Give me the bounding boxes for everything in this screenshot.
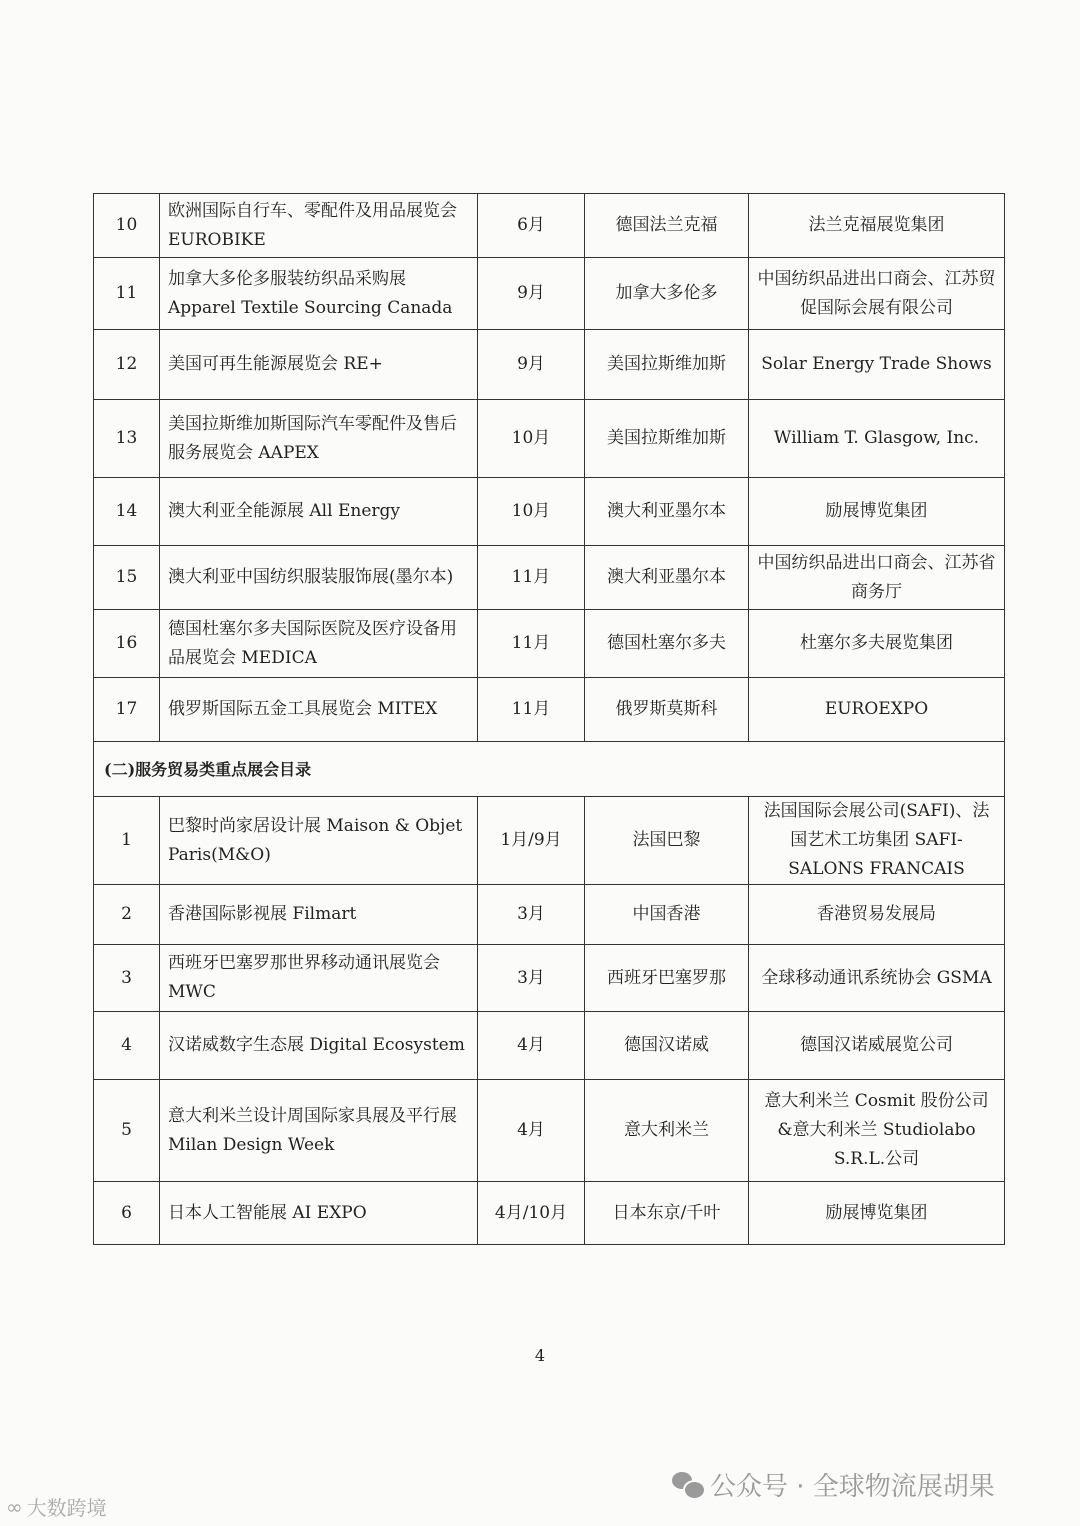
watermark-text: 公众号 · 全球物流展胡果 <box>710 1472 995 1502</box>
exhibition-month: 3月 <box>478 945 585 1012</box>
corner-watermark <box>6 1492 107 1521</box>
exhibition-organizer: 励展博览集团 <box>749 1182 1005 1245</box>
table-row <box>94 478 1005 546</box>
row-number: 4 <box>94 1012 160 1080</box>
exhibition-name: 澳大利亚中国纺织服装服饰展(墨尔本) <box>160 546 478 610</box>
exhibition-organizer: 全球移动通讯系统协会 GSMA <box>749 945 1005 1012</box>
logo-icon: ∞ <box>6 1494 23 1519</box>
row-number: 3 <box>94 945 160 1012</box>
exhibition-organizer: 法国国际会展公司(SAFI)、法国艺术工坊集团 SAFI-SALONS FRANCAIS <box>749 797 1005 885</box>
row-number: 13 <box>94 400 160 478</box>
exhibition-name: 香港国际影视展 Filmart <box>160 885 478 945</box>
exhibition-organizer: Solar Energy Trade Shows <box>749 330 1005 400</box>
row-number: 6 <box>94 1182 160 1245</box>
exhibition-month: 4月 <box>478 1012 585 1080</box>
row-number: 5 <box>94 1080 160 1182</box>
exhibition-organizer: 励展博览集团 <box>749 478 1005 546</box>
row-number: 1 <box>94 797 160 885</box>
table-row <box>94 258 1005 330</box>
exhibition-organizer: William T. Glasgow, Inc. <box>749 400 1005 478</box>
exhibition-organizer: 杜塞尔多夫展览集团 <box>749 610 1005 678</box>
exhibition-location: 德国杜塞尔多夫 <box>585 610 749 678</box>
exhibition-name: 汉诺威数字生态展 Digital Ecosystem <box>160 1012 478 1080</box>
exhibition-month: 10月 <box>478 478 585 546</box>
row-number: 12 <box>94 330 160 400</box>
row-number: 2 <box>94 885 160 945</box>
exhibition-name: 澳大利亚全能源展 All Energy <box>160 478 478 546</box>
row-number: 14 <box>94 478 160 546</box>
table-row <box>94 885 1005 945</box>
exhibition-name: 加拿大多伦多服装纺织品采购展 Apparel Textile Sourcing Canada <box>160 258 478 330</box>
exhibition-location: 美国拉斯维加斯 <box>585 400 749 478</box>
wechat-watermark <box>672 1466 995 1503</box>
exhibition-name: 意大利米兰设计周国际家具展及平行展 Milan Design Week <box>160 1080 478 1182</box>
table-row <box>94 1012 1005 1080</box>
exhibition-month: 6月 <box>478 194 585 258</box>
exhibition-name: 德国杜塞尔多夫国际医院及医疗设备用品展览会 MEDICA <box>160 610 478 678</box>
exhibition-name: 西班牙巴塞罗那世界移动通讯展览会 MWC <box>160 945 478 1012</box>
exhibition-name: 美国可再生能源展览会 RE+ <box>160 330 478 400</box>
wechat-icon <box>672 1472 702 1498</box>
exhibition-location: 澳大利亚墨尔本 <box>585 478 749 546</box>
exhibition-table <box>93 193 1005 1245</box>
exhibition-month: 3月 <box>478 885 585 945</box>
exhibition-organizer: 法兰克福展览集团 <box>749 194 1005 258</box>
exhibition-location: 法国巴黎 <box>585 797 749 885</box>
exhibition-location: 西班牙巴塞罗那 <box>585 945 749 1012</box>
table-row <box>94 194 1005 258</box>
row-number: 15 <box>94 546 160 610</box>
table-row <box>94 1080 1005 1182</box>
exhibition-organizer: 中国纺织品进出口商会、江苏贸促国际会展有限公司 <box>749 258 1005 330</box>
exhibition-organizer: EUROEXPO <box>749 678 1005 742</box>
row-number: 16 <box>94 610 160 678</box>
table-row <box>94 330 1005 400</box>
exhibition-name: 日本人工智能展 AI EXPO <box>160 1182 478 1245</box>
section-title: (二)服务贸易类重点展会目录 <box>94 742 1005 797</box>
corner-watermark-text: 大数跨境 <box>26 1496 107 1520</box>
exhibition-location: 中国香港 <box>585 885 749 945</box>
exhibition-location: 俄罗斯莫斯科 <box>585 678 749 742</box>
exhibition-organizer: 德国汉诺威展览公司 <box>749 1012 1005 1080</box>
exhibition-organizer: 中国纺织品进出口商会、江苏省商务厅 <box>749 546 1005 610</box>
exhibition-month: 10月 <box>478 400 585 478</box>
exhibition-location: 意大利米兰 <box>585 1080 749 1182</box>
exhibition-month: 9月 <box>478 330 585 400</box>
exhibition-name: 巴黎时尚家居设计展 Maison & Objet Paris(M&O) <box>160 797 478 885</box>
exhibition-month: 11月 <box>478 610 585 678</box>
row-number: 17 <box>94 678 160 742</box>
section-row <box>94 742 1005 797</box>
exhibition-month: 4月/10月 <box>478 1182 585 1245</box>
table-row <box>94 546 1005 610</box>
exhibition-organizer: 意大利米兰 Cosmit 股份公司&意大利米兰 Studiolabo S.R.L.公司 <box>749 1080 1005 1182</box>
exhibition-month: 4月 <box>478 1080 585 1182</box>
exhibition-month: 9月 <box>478 258 585 330</box>
exhibition-location: 美国拉斯维加斯 <box>585 330 749 400</box>
table-row <box>94 1182 1005 1245</box>
exhibition-month: 11月 <box>478 546 585 610</box>
exhibition-location: 日本东京/千叶 <box>585 1182 749 1245</box>
exhibition-location: 德国法兰克福 <box>585 194 749 258</box>
table-row <box>94 797 1005 885</box>
exhibition-name: 欧洲国际自行车、零配件及用品展览会 EUROBIKE <box>160 194 478 258</box>
row-number: 10 <box>94 194 160 258</box>
exhibition-location: 澳大利亚墨尔本 <box>585 546 749 610</box>
table-row <box>94 610 1005 678</box>
table-row <box>94 678 1005 742</box>
exhibition-month: 11月 <box>478 678 585 742</box>
table-row <box>94 400 1005 478</box>
exhibition-month: 1月/9月 <box>478 797 585 885</box>
exhibition-location: 德国汉诺威 <box>585 1012 749 1080</box>
exhibition-location: 加拿大多伦多 <box>585 258 749 330</box>
exhibition-name: 俄罗斯国际五金工具展览会 MITEX <box>160 678 478 742</box>
exhibition-name: 美国拉斯维加斯国际汽车零配件及售后服务展览会 AAPEX <box>160 400 478 478</box>
page-number: 4 <box>534 1346 546 1365</box>
table-row <box>94 945 1005 1012</box>
row-number: 11 <box>94 258 160 330</box>
exhibition-organizer: 香港贸易发展局 <box>749 885 1005 945</box>
